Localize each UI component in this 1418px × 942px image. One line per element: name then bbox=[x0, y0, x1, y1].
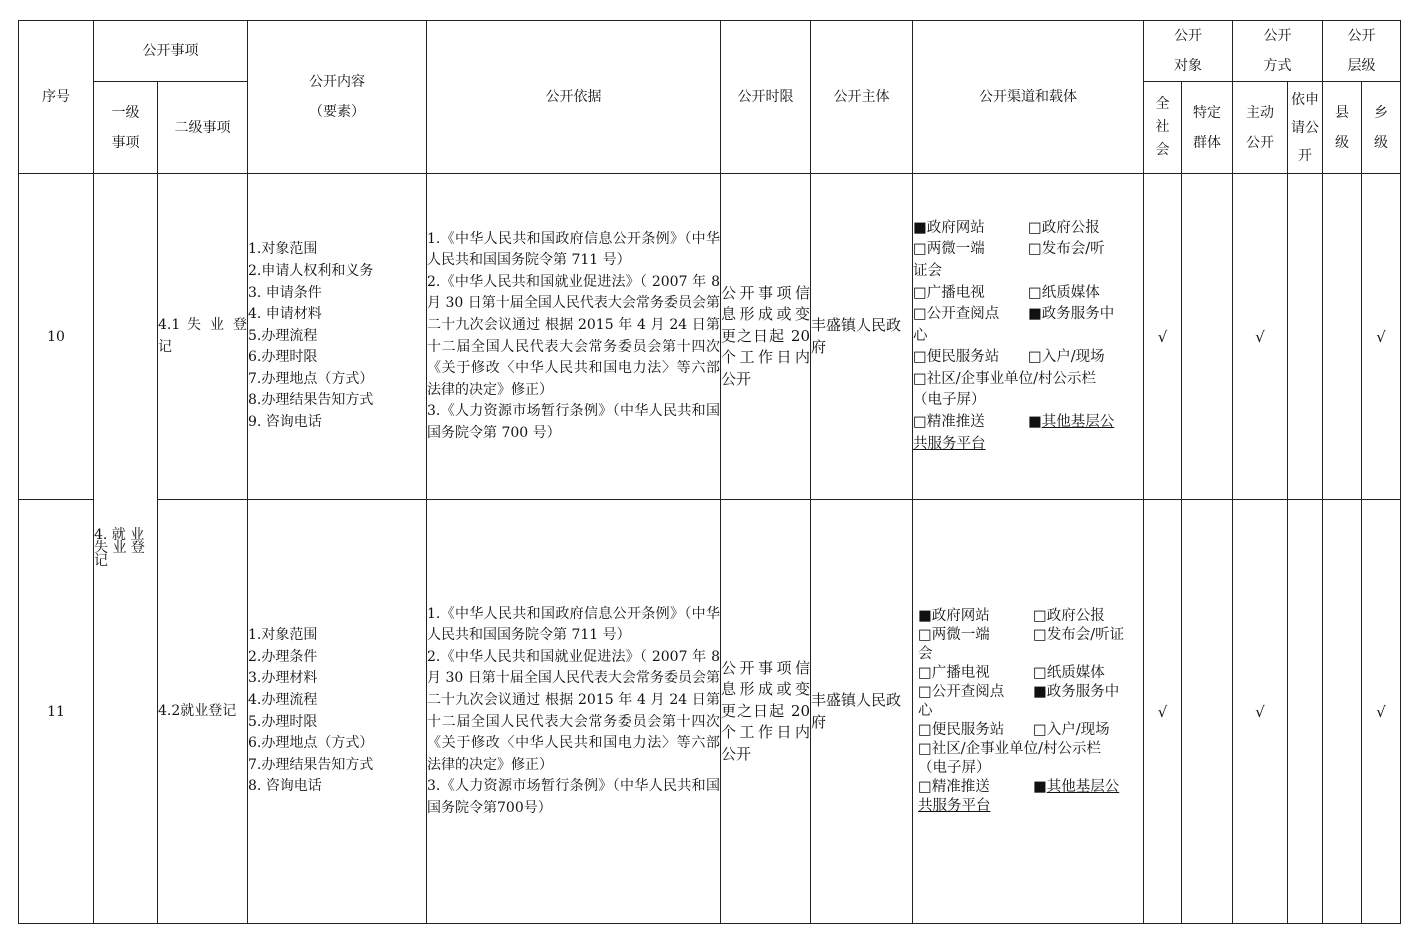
check-county bbox=[1323, 174, 1362, 500]
header-channel: 公开渠道和载体 bbox=[913, 21, 1144, 174]
channel-list: ■政府网站 □政府公报 □两微一端 □发布会/听 证会 □广播电视 □纸质媒体 □公开查阅点 ■政务服务中 心 □便民服务站 □入户/现场 □社区/企事业单位/村公示栏 （电子屏） □精准推送 ■其他基层公 共服务平台 bbox=[913, 174, 1144, 500]
level1-item: 4. 就 业 失 业 登 记 bbox=[94, 174, 158, 924]
header-basis: 公开依据 bbox=[427, 21, 721, 174]
level2-item: 4.1 失 业 登记 bbox=[158, 174, 248, 500]
check-active: √ bbox=[1233, 500, 1288, 924]
time-limit: 公开事项信息形成或变更之日起 20 个工作日内公开 bbox=[721, 500, 811, 924]
subject: 丰盛镇人民政府 bbox=[811, 500, 913, 924]
channel-list: ■政府网站 □政府公报 □两微一端 □发布会/听证 会 □广播电视 □纸质媒体 □公开查阅点 ■政务服务中 心 □便民服务站 □入户/现场 □社区/企事业单位/村公示栏 （电子屏） □精准推送 ■其他基层公 共服务平台 bbox=[913, 500, 1144, 924]
header-by-request: 依申 请公 开 bbox=[1288, 82, 1323, 174]
content-list: 1.对象范围 2.申请人权利和义务 3. 申请条件 4. 申请材料 5.办理流程 6.办理时限 7.办理地点（方式） 8.办理结果告知方式 9. 咨询电话 bbox=[248, 174, 427, 500]
header-subject: 公开主体 bbox=[811, 21, 913, 174]
check-active: √ bbox=[1233, 174, 1288, 500]
row-seq: 11 bbox=[19, 500, 94, 924]
check-specific-group bbox=[1182, 174, 1233, 500]
time-limit: 公开事项信息形成或变更之日起 20 个工作日内公开 bbox=[721, 174, 811, 500]
header-object: 公开 对象 bbox=[1144, 21, 1233, 82]
header-time-limit: 公开时限 bbox=[721, 21, 811, 174]
header-level2: 二级事项 bbox=[158, 82, 248, 174]
header-method: 公开 方式 bbox=[1233, 21, 1323, 82]
table-row bbox=[19, 174, 1401, 500]
content-list: 1.对象范围 2.办理条件 3.办理材料 4.办理流程 5.办理时限 6.办理地点（方式） 7.办理结果告知方式 8. 咨询电话 bbox=[248, 500, 427, 924]
check-township: √ bbox=[1362, 174, 1401, 500]
header-seq: 序号 bbox=[19, 21, 94, 174]
check-whole-society: √ bbox=[1144, 174, 1182, 500]
header-county: 县 级 bbox=[1323, 82, 1362, 174]
basis-text: 1.《中华人民共和国政府信息公开条例》（中华人民共和国国务院令第 711 号） 2.《中华人民共和国就业促进法》（ 2007 年 8 月 30 日第十届全国人民代表大会常务委员会第二十九次会议通过 根据 2015 年 4 月 24 日第十二届全国人民代表大会常务委员会第十四次《关于修改〈中华人民共和国电力法〉等六部法律的决定》修正） 3.《人力资源市场暂行条例》（中华人民共和国国务院令第 700 号） bbox=[427, 174, 721, 500]
check-township: √ bbox=[1362, 500, 1401, 924]
header-township: 乡 级 bbox=[1362, 82, 1401, 174]
header-whole-society: 全 社 会 bbox=[1144, 82, 1182, 174]
header-content: 公开内容 （要素） bbox=[248, 21, 427, 174]
row-seq: 10 bbox=[19, 174, 94, 500]
header-matter: 公开事项 bbox=[94, 21, 248, 82]
check-county bbox=[1323, 500, 1362, 924]
subject: 丰盛镇人民政府 bbox=[811, 174, 913, 500]
check-by-request bbox=[1288, 500, 1323, 924]
disclosure-table bbox=[18, 20, 1401, 924]
check-whole-society: √ bbox=[1144, 500, 1182, 924]
header-level1: 一级 事项 bbox=[94, 82, 158, 174]
basis-text: 1.《中华人民共和国政府信息公开条例》（中华人民共和国国务院令第 711 号） 2.《中华人民共和国就业促进法》（ 2007 年 8 月 30 日第十届全国人民代表大会常务委员会第二十九次会议通过 根据 2015 年 4 月 24 日第十二届全国人民代表大会常务委员会第十四次《关于修改〈中华人民共和国电力法〉等六部法律的决定》修正） 3.《人力资源市场暂行条例》（中华人民共和国国务院令第700号） bbox=[427, 500, 721, 924]
header-tier: 公开 层级 bbox=[1323, 21, 1401, 82]
level2-item: 4.2就业登记 bbox=[158, 500, 248, 924]
table-row bbox=[19, 500, 1401, 924]
header-specific-group: 特定 群体 bbox=[1182, 82, 1233, 174]
check-by-request bbox=[1288, 174, 1323, 500]
check-specific-group bbox=[1182, 500, 1233, 924]
header-active: 主动 公开 bbox=[1233, 82, 1288, 174]
